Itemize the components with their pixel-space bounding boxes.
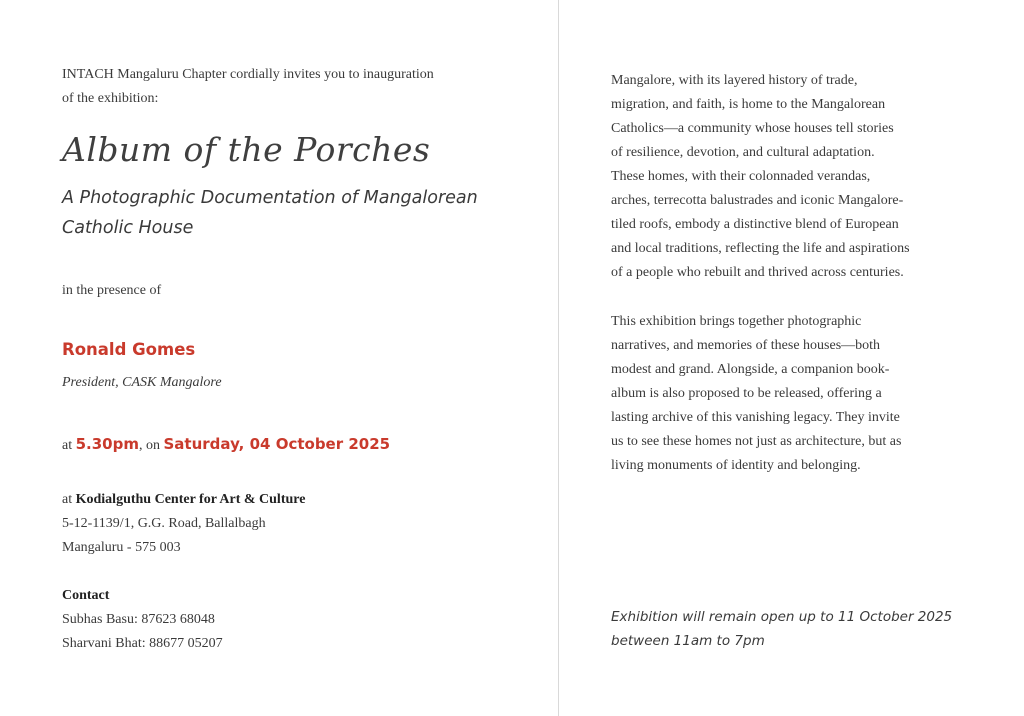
contact-block xyxy=(62,584,223,656)
presence-label: in the presence of xyxy=(62,283,162,298)
paragraph-line: lasting archive of this vanishing legacy. They invite xyxy=(611,410,900,425)
contact-line: Sharvani Bhat: 88677 05207 xyxy=(62,636,223,651)
contact-line: Subhas Basu: 87623 68048 xyxy=(62,612,215,627)
paragraph-line: tiled roofs, embody a distinctive blend of European xyxy=(611,217,899,232)
exhibition-subtitle xyxy=(62,183,512,243)
subtitle-line: Catholic House xyxy=(62,218,194,238)
venue-address-line: Mangaluru - 575 003 xyxy=(62,540,181,555)
event-time-date xyxy=(62,432,390,458)
paragraph-line: narratives, and memories of these houses—both xyxy=(611,338,881,353)
contact-heading: Contact xyxy=(62,588,110,603)
guest-name: Ronald Gomes xyxy=(62,340,196,359)
paragraph-line: of a people who rebuilt and thrived across centuries. xyxy=(611,265,904,280)
invitation-line: INTACH Mangaluru Chapter cordially invites you to inauguration xyxy=(62,67,434,82)
time-prefix: at xyxy=(62,438,76,453)
exhibition-hours xyxy=(611,605,1011,653)
paragraph-line: and local traditions, reflecting the life and aspirations xyxy=(611,241,910,256)
venue-block xyxy=(62,488,305,560)
paragraph-line: album is also proposed to be released, offering a xyxy=(611,386,882,401)
exhibition-paragraph xyxy=(611,310,991,478)
exhibition-title: Album of the Porches xyxy=(62,130,431,169)
subtitle-line: A Photographic Documentation of Mangalorean xyxy=(62,188,478,208)
hours-line: Exhibition will remain open up to 11 October 2025 xyxy=(611,609,953,625)
venue-name-line xyxy=(62,488,305,512)
event-time: 5.30pm xyxy=(75,435,139,453)
invitation-text xyxy=(62,63,522,111)
intro-paragraph xyxy=(611,69,991,285)
invitation-line: of the exhibition: xyxy=(62,91,159,106)
venue-address-line: 5-12-1139/1, G.G. Road, Ballalbagh xyxy=(62,516,266,531)
date-prefix: , on xyxy=(139,438,164,453)
paragraph-line: Mangalore, with its layered history of trade, xyxy=(611,73,858,88)
paragraph-line: arches, terrecotta balustrades and iconic Mangalore- xyxy=(611,193,904,208)
paragraph-line: modest and grand. Alongside, a companion book- xyxy=(611,362,890,377)
paragraph-line: migration, and faith, is home to the Mangalorean xyxy=(611,97,886,112)
paragraph-line: Catholics—a community whose houses tell stories xyxy=(611,121,894,136)
event-date: Saturday, 04 October 2025 xyxy=(163,435,391,453)
paragraph-line: This exhibition brings together photographic xyxy=(611,314,862,329)
paragraph-line: of resilience, devotion, and cultural adaptation. xyxy=(611,145,875,160)
right-page xyxy=(559,0,1024,716)
paragraph-line: living monuments of identity and belonging. xyxy=(611,458,861,473)
paragraph-line: These homes, with their colonnaded verandas, xyxy=(611,169,871,184)
venue-name: Kodialguthu Center for Art & Culture xyxy=(75,492,306,507)
guest-role: President, CASK Mangalore xyxy=(62,375,222,390)
hours-line: between 11am to 7pm xyxy=(611,633,765,649)
paragraph-line: us to see these homes not just as architecture, but as xyxy=(611,434,902,449)
venue-prefix: at xyxy=(62,492,76,507)
